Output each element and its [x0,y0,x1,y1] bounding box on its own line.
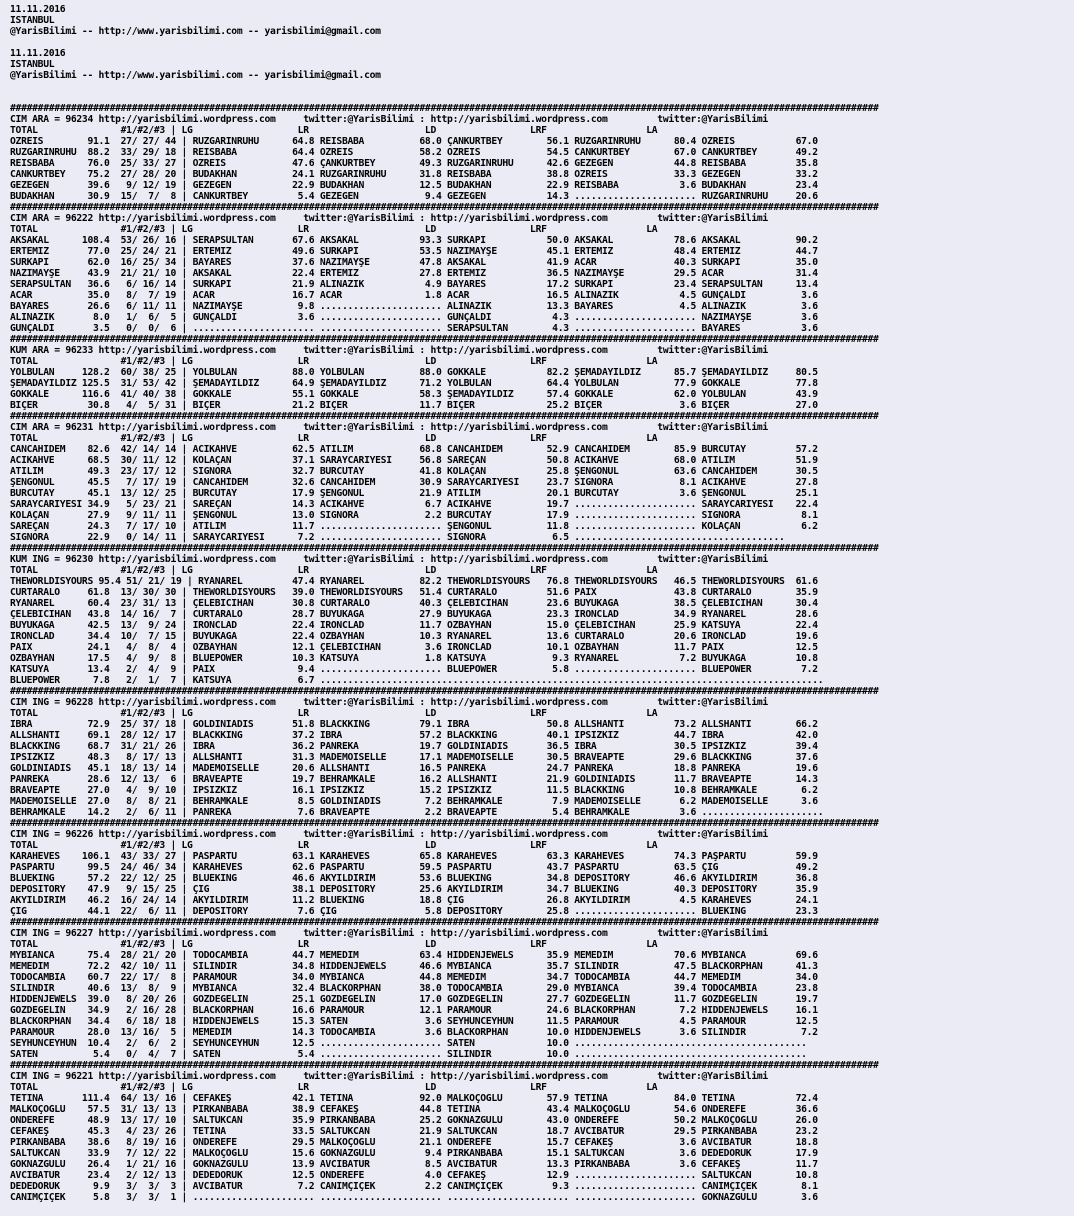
table-row: BLUEPOWER 7.8 2/ 1/ 7 | KATSUYA 6.7 ........................................................................................... [10,675,824,686]
table-row: ÖZBAYHAN 17.5 4/ 9/ 8 | BLUEPOWER 10.3 KATSUYA 1.8 KATSUYA 9.3 RYANAREL 7.2 BUYUKAGA 10.8 [10,653,818,664]
section-separator: ############################################################################################################################################################# [10,543,879,554]
table-row: NAZIMAYŞE 43.9 21/ 21/ 10 | AKSAKAL 22.4 ERTEMİZ 27.8 ERTEMİZ 36.5 NAZIMAYŞE 29.5 ACAR 31.4 [10,268,818,279]
column-header-row: TOTAL #1/#2/#3 | LG LR LD LRF LA [10,1082,658,1093]
report-date: 11.11.2016 [10,4,66,15]
column-header-row: TOTAL #1/#2/#3 | LG LR LD LRF LA [10,939,658,950]
column-header-row: TOTAL #1/#2/#3 | LG LR LD LRF LA [10,224,658,235]
table-row: BRAVEAPTE 27.0 4/ 9/ 10 | İPSİZKIZ 16.1 İPSİZKIZ 15.2 İPSİZKIZ 11.5 BLACKKING 10.8 BEHRAMKALE 6.2 [10,785,818,796]
table-row: ATILIM 49.3 23/ 17/ 12 | SİGNORA 32.7 BURCUTAY 41.8 KOLAÇAN 25.8 ŞENGONÜL 63.6 CANCAHİDEM 30.5 [10,466,818,477]
table-row: PASPARTU 99.5 24/ 46/ 34 | KARAHEVES 62.6 PASPARTU 59.5 PASPARTU 43.7 PASPARTU 63.5 ÇIĞ 49.2 [10,862,818,873]
table-row: TETİNA 111.4 64/ 13/ 16 | CEFAKEŞ 42.1 TETİNA 92.0 MALKOÇOĞLU 57.9 TETİNA 84.0 TETİNA 72.4 [10,1093,818,1104]
table-row: ÇELEBİCİHAN 43.8 14/ 16/ 7 | CURTARALO 28.7 BUYUKAGA 27.9 BUYUKAGA 23.3 IRONCLAD 34.9 RYANAREL 28.6 [10,609,818,620]
table-row: MYBIANCA 75.4 28/ 21/ 20 | TODOCAMBIA 44.7 MEMEDİM 63.4 HIDDENJEWELS 35.9 MEMEDİM 70.6 MYBIANCA 69.6 [10,950,818,961]
table-row: CEFAKEŞ 45.3 4/ 23/ 26 | TETİNA 33.5 SALTUKCAN 21.9 SALTUKCAN 18.7 AVCIBATUR 29.5 PİRKANBABA 23.2 [10,1126,818,1137]
table-row: SİGNORA 22.9 0/ 14/ 11 | SARAYCARİYESİ 7.2 ...................... SİGNORA 6.5 ...................................... [10,532,785,543]
table-row: GÖKKALE 116.6 41/ 40/ 38 | GÖKKALE 55.1 GÖKKALE 58.3 ŞEMADAYILDIZ 57.4 GÖKKALE 62.0 YOLBULAN 43.9 [10,389,818,400]
column-header-row: TOTAL #1/#2/#3 | LG LR LD LRF LA [10,708,658,719]
table-row: ŞENGONÜL 45.5 7/ 17/ 19 | CANCAHİDEM 32.6 CANCAHİDEM 30.9 SARAYCARİYESİ 23.7 SİGNORA 8.1 ACIKAHVE 27.8 [10,477,818,488]
section-separator: ############################################################################################################################################################# [10,202,879,213]
table-row: ŞEMADAYILDIZ 125.5 31/ 53/ 42 | ŞEMADAYILDIZ 64.9 ŞEMADAYILDIZ 71.2 YOLBULAN 64.4 YOLBULAN 77.9 GÖKKALE 77.8 [10,378,818,389]
table-row: PARAMOUR 28.0 13/ 16/ 5 | MEMEDİM 14.3 TODOCAMBIA 3.6 BLACKORPHAN 10.0 HIDDENJEWELS 3.6 SİLİNDİR 7.2 [10,1027,818,1038]
table-row: MADEMOISELLE 27.0 8/ 8/ 21 | BEHRAMKALE 8.5 GOLDINIADIS 7.2 BEHRAMKALE 7.9 MADEMOISELLE 6.2 MADEMOISELLE 3.6 [10,796,818,807]
table-row: ÇIĞ 44.1 22/ 6/ 11 | DEPOSITORY 7.6 ÇIĞ 5.8 DEPOSITORY 25.8 ...................... BLUEKING 23.3 [10,906,818,917]
race-title: KUM ING = 96230 http://yarisbilimi.wordpress.com twitter:@YarisBilimi : http://yarisbilimi.wordpress.com twitter:@YarisBilimi [10,554,768,565]
section-separator: ############################################################################################################################################################# [10,686,879,697]
table-row: BUYUKAGA 42.5 13/ 9/ 24 | IRONCLAD 22.4 IRONCLAD 11.7 ÖZBAYHAN 15.0 ÇELEBİCİHAN 25.9 KATSUYA 22.4 [10,620,818,631]
report-date: 11.11.2016 [10,48,66,59]
race-title: CIM ARA = 96231 http://yarisbilimi.wordpress.com twitter:@YarisBilimi : http://yarisbilimi.wordpress.com twitter:@YarisBilimi [10,422,768,433]
table-row: AKYILDIRIM 46.2 16/ 24/ 14 | AKYILDIRIM 11.2 BLUEKING 18.8 ÇIĞ 26.8 AKYILDIRIM 4.5 KARAHEVES 24.1 [10,895,818,906]
table-row: KARAHEVES 106.1 43/ 33/ 27 | PASPARTU 63.1 KARAHEVES 65.8 KARAHEVES 63.3 KARAHEVES 74.3 PAŞPARTU 59.9 [10,851,818,862]
table-row: SARAYCARİYESİ 34.9 5/ 23/ 21 | SAREÇAN 14.3 ACIKAHVE 6.7 ACIKAHVE 19.7 ...................... SARAYCARİYESİ 22.4 [10,499,818,510]
table-row: PANREKA 28.6 12/ 13/ 6 | BRAVEAPTE 19.7 BEHRAMKALE 16.2 ALLSHANTI 21.9 GOLDINIADIS 11.7 BRAVEAPTE 14.3 [10,774,818,785]
table-row: SERAPSULTAN 36.6 6/ 16/ 14 | SURKAPI 21.9 ALINAZİK 4.9 BAYARES 17.2 SURKAPI 23.4 SERAPSULTAN 13.4 [10,279,818,290]
column-header-row: TOTAL #1/#2/#3 | LG LR LD LRF LA [10,565,658,576]
table-row: CANKURTBEY 75.2 27/ 28/ 20 | BUDAKHAN 24.1 RUZGARINRUHU 31.8 REİSBABA 38.8 ÖZREİS 33.3 GEZEGEN 33.2 [10,169,818,180]
table-row: YOLBULAN 128.2 60/ 38/ 25 | YOLBULAN 88.0 YOLBULAN 88.0 GÖKKALE 82.2 ŞEMADAYILDIZ 85.7 ŞEMADAYILDIZ 80.5 [10,367,818,378]
column-header-row: TOTAL #1/#2/#3 | LG LR LD LRF LA [10,840,658,851]
table-row: ÖNDEREFE 48.9 13/ 17/ 10 | SALTUKCAN 35.9 PİRKANBABA 25.2 GOKNAZGÜLÜ 43.0 ÖNDEREFE 50.2 MALKOÇOĞLU 26.0 [10,1115,818,1126]
column-header-row: TOTAL #1/#2/#3 | LG LR LD LRF LA [10,125,658,136]
table-row: BLACKKING 68.7 31/ 21/ 26 | İBRA 36.2 PANREKA 19.7 GOLDINIADIS 36.5 İBRA 30.5 İPSİZKIZ 39.4 [10,741,818,752]
table-row: MEMEDİM 72.2 42/ 10/ 11 | SİLİNDİR 34.8 HIDDENJEWELS 46.6 MYBIANCA 35.7 SİLİNDİR 47.5 BLACKORPHAN 41.3 [10,961,818,972]
table-row: BİÇER 30.8 4/ 5/ 31 | BİÇER 21.2 BİÇER 11.7 BİÇER 25.2 BİÇER 3.6 BİÇER 27.0 [10,400,818,411]
table-row: GOKNAZGÜLÜ 26.4 1/ 21/ 16 | GOKNAZGÜLÜ 13.9 AVCIBATUR 8.5 AVCIBATUR 13.3 PİRKANBABA 3.6 CEFAKEŞ 11.7 [10,1159,818,1170]
table-row: REİSBABA 76.0 25/ 33/ 27 | ÖZREİS 47.6 ÇANKURTBEY 49.3 RUZGARINRUHU 42.6 GEZEGEN 44.8 REİSBABA 35.8 [10,158,818,169]
section-separator: ############################################################################################################################################################# [10,334,879,345]
table-row: GÜNÇALDI 3.5 0/ 0/ 6 | ...................... ...................... SERAPSULTAN 4.3 ...................... BAYARES 3.6 [10,323,818,334]
table-row: AKSAKAL 108.4 53/ 26/ 16 | SERAPSULTAN 67.6 AKSAKAL 93.3 SURKAPI 50.0 AKSAKAL 78.6 AKSAKAL 90.2 [10,235,818,246]
column-header-row: TOTAL #1/#2/#3 | LG LR LD LRF LA [10,356,658,367]
race-title: CIM ARA = 96222 http://yarisbilimi.wordpress.com twitter:@YarisBilimi : http://yarisbilimi.wordpress.com twitter:@YarisBilimi [10,213,768,224]
table-row: BLACKORPHAN 34.4 6/ 18/ 18 | HIDDENJEWELS 15.3 SATEN 3.6 SEYHUNCEYHUN 11.5 PARAMOUR 4.5 PARAMOUR 12.5 [10,1016,818,1027]
section-separator: ############################################################################################################################################################# [10,411,879,422]
race-title: KUM ARA = 96233 http://yarisbilimi.wordpress.com twitter:@YarisBilimi : http://yarisbilimi.wordpress.com twitter:@YarisBilimi [10,345,768,356]
table-row: SİLİNDİR 40.6 13/ 8/ 9 | MYBIANCA 32.4 BLACKORPHAN 38.0 TODOCAMBIA 29.0 MYBIANCA 39.4 TODOCAMBIA 23.8 [10,983,818,994]
contact-line: @YarisBilimi -- http://www.yarisbilimi.com -- yarisbilimi@gmail.com [10,70,381,81]
table-row: BEHRAMKALE 14.2 2/ 6/ 11 | PANREKA 7.6 BRAVEAPTE 2.2 BRAVEAPTE 5.4 BEHRAMKALE 3.6 ...................... [10,807,824,818]
contact-line: @YarisBilimi -- http://www.yarisbilimi.com -- yarisbilimi@gmail.com [10,26,381,37]
section-separator: ############################################################################################################################################################# [10,1060,879,1071]
table-row: SATEN 5.4 0/ 4/ 7 | SATEN 5.4 ...................... SİLİNDİR 10.0 .......................................... [10,1049,807,1060]
table-row: THEWORLDISYOURS 95.4 51/ 21/ 19 | RYANAREL 47.4 RYANAREL 82.2 THEWORLDISYOURS 76.8 THEWORLDISYOURS 46.5 THEWORLDISYOURS 61.6 [10,576,818,587]
table-row: GÖZDEGELİN 34.9 2/ 16/ 28 | BLACKORPHAN 16.6 PARAMOUR 12.1 PARAMOUR 24.6 BLACKORPHAN 7.2 HIDDENJEWELS 16.1 [10,1005,818,1016]
table-row: SURKAPI 62.0 16/ 25/ 34 | BAYARES 37.6 NAZIMAYŞE 47.8 AKSAKAL 41.9 ACAR 40.3 SURKAPI 35.0 [10,257,818,268]
table-row: IRONCLAD 34.4 10/ 7/ 15 | BUYUKAGA 22.4 ÖZBAYHAN 10.3 RYANAREL 13.6 CURTARALO 20.6 IRONCLAD 19.6 [10,631,818,642]
table-row: ERTEMİZ 77.0 25/ 24/ 21 | ERTEMİZ 49.6 SURKAPI 53.5 NAZIMAYŞE 45.1 ERTEMİZ 48.4 ERTEMİZ 44.7 [10,246,818,257]
report-city: ISTANBUL [10,15,55,26]
table-row: CANIMÇİÇEK 5.8 3/ 3/ 1 | ...................... ...................... ...................... ...................... GOKNAZGÜLÜ 3.6 [10,1192,818,1203]
table-row: RYANAREL 60.4 23/ 31/ 13 | ÇELEBİCİHAN 30.8 CURTARALO 40.3 ÇELEBİCİHAN 23.6 BUYUKAGA 38.5 ÇELEBİCİHAN 30.4 [10,598,818,609]
report-city: ISTANBUL [10,59,55,70]
column-header-row: TOTAL #1/#2/#3 | LG LR LD LRF LA [10,433,658,444]
table-row: SEYHUNCEYHUN 10.4 2/ 6/ 2 | SEYHUNCEYHUN 12.5 ...................... SATEN 10.0 .......................................... [10,1038,807,1049]
table-row: CANCAHİDEM 82.6 42/ 14/ 14 | ACIKAHVE 62.5 ATILIM 68.8 CANCAHİDEM 52.9 CANCAHİDEM 85.9 BURCUTAY 57.2 [10,444,818,455]
table-row: TODOCAMBIA 60.7 22/ 17/ 8 | PARAMOUR 34.0 MYBIANCA 44.8 MEMEDİM 34.7 TODOCAMBIA 44.7 MEMEDİM 34.0 [10,972,818,983]
table-row: HIDDENJEWELS 39.0 8/ 20/ 26 | GÖZDEGELİN 25.1 GÖZDEGELİN 17.0 GÖZDEGELİN 27.7 GÖZDEGELİN 11.7 GÖZDEGELİN 19.7 [10,994,818,1005]
table-row: PİRKANBABA 38.6 8/ 19/ 16 | ÖNDEREFE 29.5 MALKOÇOĞLU 21.1 ÖNDEREFE 15.7 CEFAKEŞ 3.6 AVCIBATUR 18.8 [10,1137,818,1148]
table-row: CURTARALO 61.8 13/ 30/ 30 | THEWORLDISYOURS 39.0 THEWORLDISYOURS 51.4 CURTARALO 51.6 PAİX 43.8 CURTARALO 35.9 [10,587,818,598]
table-row: AVCIBATUR 23.4 2/ 12/ 13 | DEDEDORUK 12.5 ÖNDEREFE 4.0 CEFAKEŞ 12.9 ...................... SALTUKCAN 10.8 [10,1170,818,1181]
table-row: ÖZREİS 91.1 27/ 27/ 44 | RUZGARINRUHU 64.8 REİSBABA 68.0 ÇANKURTBEY 56.1 RUZGARINRUHU 80.4 ÖZREİS 67.0 [10,136,818,147]
table-row: KOLAÇAN 27.9 9/ 11/ 11 | ŞENGONÜL 13.0 SİGNORA 2.2 BURCUTAY 17.9 ...................... SİGNORA 8.1 [10,510,818,521]
table-row: BLUEKING 57.2 22/ 12/ 25 | BLUEKING 46.6 AKYILDIRIM 53.6 BLUEKING 34.8 DEPOSITORY 46.6 AKYILDIRIM 36.8 [10,873,818,884]
table-row: BUDAKHAN 30.9 15/ 7/ 8 | CANKURTBEY 5.4 GEZEGEN 9.4 GEZEGEN 14.3 ...................... RUZGARINRUHU 20.6 [10,191,818,202]
table-row: İBRA 72.9 25/ 37/ 18 | GOLDINIADIS 51.8 BLACKKING 79.1 İBRA 50.8 ALLSHANTI 73.2 ALLSHANTI 66.2 [10,719,818,730]
section-separator: ############################################################################################################################################################# [10,103,879,114]
table-row: ALINAZİK 8.0 1/ 6/ 5 | GÜNÇALDI 3.6 ...................... GÜNÇALDI 4.3 ...................... NAZIMAYŞE 3.6 [10,312,818,323]
race-title: CIM ING = 96228 http://yarisbilimi.wordpress.com twitter:@YarisBilimi : http://yarisbilimi.wordpress.com twitter:@YarisBilimi [10,697,768,708]
table-row: GOLDINIADIS 45.1 18/ 13/ 14 | MADEMOISELLE 20.6 ALLSHANTI 16.5 PANREKA 24.7 PANREKA 18.8 PANREKA 19.6 [10,763,818,774]
table-row: ALLSHANTI 69.1 28/ 12/ 17 | BLACKKING 37.2 İBRA 57.2 BLACKKING 40.1 İPSİZKIZ 44.7 İBRA 42.0 [10,730,818,741]
section-separator: ############################################################################################################################################################# [10,917,879,928]
table-row: KATSUYA 13.4 2/ 4/ 9 | PAİX 9.4 ...................... BLUEPOWER 5.8 ...................... BLUEPOWER 7.2 [10,664,818,675]
race-title: CIM ARA = 96234 http://yarisbilimi.wordpress.com twitter:@YarisBilimi : http://yarisbilimi.wordpress.com twitter:@YarisBilimi [10,114,768,125]
table-row: BURCUTAY 45.1 13/ 12/ 25 | BURCUTAY 17.9 ŞENGONÜL 21.9 ATILIM 20.1 BURCUTAY 3.6 ŞENGONÜL 25.1 [10,488,818,499]
section-separator: ############################################################################################################################################################# [10,818,879,829]
race-title: CIM ING = 96221 http://yarisbilimi.wordpress.com twitter:@YarisBilimi : http://yarisbilimi.wordpress.com twitter:@YarisBilimi [10,1071,768,1082]
table-row: SALTUKCAN 33.9 7/ 12/ 22 | MALKOÇOĞLU 15.6 GOKNAZGÜLÜ 9.4 PİRKANBABA 15.1 SALTUKCAN 3.6 DEDEDORUK 17.9 [10,1148,818,1159]
race-title: CIM ING = 96227 http://yarisbilimi.wordpress.com twitter:@YarisBilimi : http://yarisbilimi.wordpress.com twitter:@YarisBilimi [10,928,768,939]
table-row: SAREÇAN 24.3 7/ 17/ 10 | ATILIM 11.7 ...................... ŞENGONÜL 11.8 ...................... KOLAÇAN 6.2 [10,521,818,532]
blank-line [10,92,1074,103]
race-title: CIM ING = 96226 http://yarisbilimi.wordpress.com twitter:@YarisBilimi : http://yarisbilimi.wordpress.com twitter:@YarisBilimi [10,829,768,840]
table-row: ACIKAHVE 68.5 30/ 11/ 12 | KOLAÇAN 37.1 SARAYCARİYESİ 56.8 SAREÇAN 50.8 ACIKAHVE 68.0 ATILIM 51.9 [10,455,818,466]
table-row: DEDEDORUK 9.9 3/ 3/ 3 | AVCIBATUR 7.2 CANIMÇİÇEK 2.2 CANIMÇİÇEK 9.3 ...................... CANIMÇİÇEK 8.1 [10,1181,818,1192]
blank-line [10,37,1074,48]
table-row: RUZGARINRUHU 88.2 33/ 29/ 18 | REİSBABA 64.4 ÖZREİS 58.2 ÖZREİS 54.5 CANKURTBEY 67.0 CANKURTBEY 49.2 [10,147,818,158]
table-row: DEPOSITORY 47.9 9/ 15/ 25 | ÇIĞ 38.1 DEPOSITORY 25.6 AKYILDIRIM 34.7 BLUEKING 40.3 DEPOSITORY 35.9 [10,884,818,895]
table-row: BAYARES 26.6 6/ 11/ 11 | NAZIMAYŞE 9.8 ...................... ALINAZİK 13.3 BAYARES 4.5 ALINAZİK 3.6 [10,301,818,312]
blank-line [10,81,1074,92]
table-row: ACAR 35.0 8/ 7/ 19 | ACAR 16.7 ACAR 1.8 ACAR 16.5 ALINAZİK 4.5 GÜNÇALDI 3.6 [10,290,818,301]
table-row: MALKOÇOĞLU 57.5 31/ 13/ 13 | PİRKANBABA 38.9 CEFAKEŞ 44.8 TETİNA 43.4 MALKOÇOĞLU 54.6 ÖNDEREFE 36.6 [10,1104,818,1115]
table-row: PAİX 24.1 4/ 8/ 4 | ÖZBAYHAN 12.1 ÇELEBİCİHAN 3.6 IRONCLAD 10.1 ÖZBAYHAN 11.7 PAİX 12.5 [10,642,818,653]
table-row: İPSİZKIZ 48.3 8/ 17/ 13 | ALLSHANTI 31.3 MADEMOISELLE 17.1 MADEMOISELLE 30.5 BRAVEAPTE 29.6 BLACKKING 37.6 [10,752,818,763]
table-row: GEZEGEN 39.6 9/ 12/ 19 | GEZEGEN 22.9 BUDAKHAN 12.5 BUDAKHAN 22.9 REİSBABA 3.6 BUDAKHAN 23.4 [10,180,818,191]
